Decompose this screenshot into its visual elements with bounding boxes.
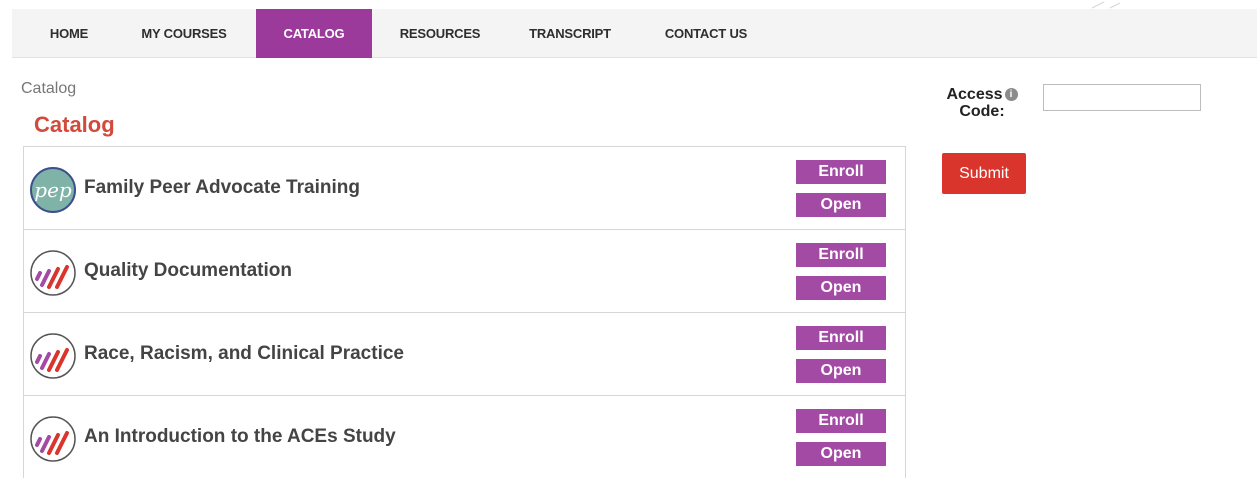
access-code-label — [940, 86, 1024, 120]
stripes-logo-icon — [29, 415, 77, 463]
open-button[interactable]: Open — [796, 193, 886, 217]
access-code-input[interactable] — [1043, 84, 1201, 111]
course-list — [23, 146, 906, 478]
open-button[interactable]: Open — [796, 442, 886, 466]
nav-home[interactable]: HOME — [49, 26, 89, 41]
access-code-label-line1: Access — [946, 86, 1003, 103]
breadcrumb[interactable]: Catalog — [21, 80, 77, 97]
open-button[interactable]: Open — [796, 276, 886, 300]
stripes-logo-icon — [29, 332, 77, 380]
course-title[interactable]: Family Peer Advocate Training — [84, 177, 360, 198]
enroll-button[interactable]: Enroll — [796, 409, 886, 433]
course-title[interactable]: Quality Documentation — [84, 260, 292, 281]
enroll-button[interactable]: Enroll — [796, 326, 886, 350]
nav-my-courses[interactable]: MY COURSES — [141, 26, 227, 41]
nav-resources[interactable]: RESOURCES — [399, 26, 481, 41]
decorative-mark-icon — [1090, 0, 1130, 10]
course-row — [24, 230, 905, 313]
course-row — [24, 147, 905, 230]
course-title[interactable]: Race, Racism, and Clinical Practice — [84, 343, 404, 364]
nav-catalog[interactable]: CATALOG — [256, 9, 372, 58]
main-nav — [12, 9, 1257, 58]
access-code-label-line2: Code: — [959, 103, 1005, 120]
course-row — [24, 313, 905, 396]
stripes-logo-icon — [29, 249, 77, 297]
course-row — [24, 396, 905, 478]
open-button[interactable]: Open — [796, 359, 886, 383]
submit-button[interactable]: Submit — [942, 153, 1026, 194]
info-icon[interactable]: i — [1005, 88, 1018, 101]
nav-transcript[interactable]: TRANSCRIPT — [529, 26, 611, 41]
page-title: Catalog — [34, 112, 115, 137]
enroll-button[interactable]: Enroll — [796, 160, 886, 184]
nav-contact-us[interactable]: CONTACT US — [664, 26, 748, 41]
svg-text:pep: pep — [34, 178, 72, 202]
pep-logo-icon — [29, 166, 77, 214]
course-title[interactable]: An Introduction to the ACEs Study — [84, 426, 396, 447]
enroll-button[interactable]: Enroll — [796, 243, 886, 267]
